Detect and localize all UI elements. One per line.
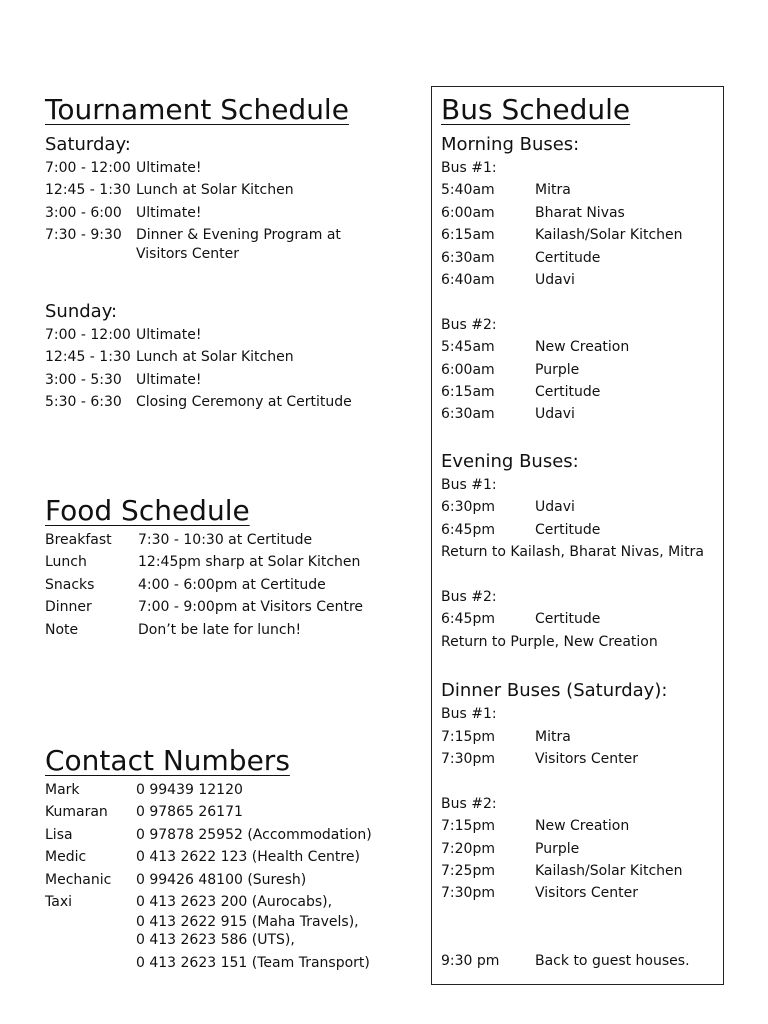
contacts-section — [45, 744, 425, 977]
bus-stop-row: 6:30am Udavi — [441, 406, 575, 423]
final-bus-row: 9:30 pm Back to guest houses. — [441, 952, 690, 969]
bus-title: Bus Schedule — [441, 93, 631, 126]
schedule-row-continued: Visitors Center — [136, 245, 240, 262]
contact-row-continued: 0 413 2623 151 (Team Transport) — [136, 955, 370, 972]
bus-stop-row: 6:00am Purple — [441, 361, 580, 378]
bus-stop-row: 6:15am Certitude — [441, 384, 601, 401]
contact-row: Kumaran 0 97865 26171 — [45, 804, 243, 821]
bus-stop-row: 6:45pm Certitude — [441, 521, 601, 538]
bus-stop-row: 7:15pm Mitra — [441, 728, 571, 745]
morning-buses-label: Morning Buses: — [441, 134, 580, 155]
food-section — [45, 494, 425, 641]
bus-stop-row: 6:30am Certitude — [441, 249, 601, 266]
schedule-row: 12:45 - 1:30 Lunch at Solar Kitchen — [45, 182, 294, 199]
food-row: Lunch 12:45pm sharp at Solar Kitchen — [45, 554, 361, 571]
contact-row: Mark 0 99439 12120 — [45, 782, 243, 798]
bus-stop-row: 6:15am Kailash/Solar Kitchen — [441, 227, 683, 244]
contact-row: Lisa 0 97878 25952 (Accommodation) — [45, 826, 372, 843]
bus-schedule-box — [431, 86, 724, 985]
bus-return-note: Return to Purple, New Creation — [441, 633, 658, 650]
sunday-label: Sunday: — [45, 301, 118, 322]
schedule-row: 3:00 - 5:30 Ultimate! — [45, 371, 202, 388]
schedule-row: 5:30 - 6:30 Closing Ceremony at Certitude — [45, 394, 352, 411]
bus-stop-row: 6:00am Bharat Nivas — [441, 204, 625, 221]
food-row: Breakfast 7:30 - 10:30 at Certitude — [45, 532, 313, 548]
bus-label: Bus #2: — [441, 795, 497, 812]
bus-stop-row: 7:30pm Visitors Center — [441, 885, 639, 902]
bus-stop-row: 7:15pm New Creation — [441, 818, 630, 835]
bus-label: Bus #1: — [441, 476, 497, 493]
bus-stop-row: 5:40am Mitra — [441, 182, 571, 199]
contacts-title: Contact Numbers — [45, 744, 290, 777]
bus-stop-row: 7:30pm Visitors Center — [441, 750, 639, 767]
bus-stop-row: 6:45pm Certitude — [441, 611, 601, 628]
tournament-title: Tournament Schedule — [45, 93, 349, 126]
food-row: Dinner 7:00 - 9:00pm at Visitors Centre — [45, 599, 364, 616]
tournament-section — [45, 93, 425, 262]
schedule-row: 7:30 - 9:30 Dinner & Evening Program at — [45, 227, 341, 244]
sunday-section — [45, 300, 425, 414]
contact-row-continued: 0 413 2622 915 (Maha Travels), — [136, 914, 359, 931]
bus-label: Bus #2: — [441, 588, 497, 605]
dinner-buses-label: Dinner Buses (Saturday): — [441, 680, 668, 702]
bus-stop-row: 6:30pm Udavi — [441, 499, 575, 516]
contact-row: Mechanic 0 99426 48100 (Suresh) — [45, 871, 307, 888]
schedule-row: 12:45 - 1:30 Lunch at Solar Kitchen — [45, 349, 294, 366]
schedule-row: 3:00 - 6:00 Ultimate! — [45, 204, 202, 221]
bus-stop-row: 6:40am Udavi — [441, 272, 575, 289]
food-row: Note Don’t be late for lunch! — [45, 621, 302, 638]
schedule-row: 7:00 - 12:00 Ultimate! — [45, 327, 202, 343]
bus-label: Bus #1: — [441, 160, 497, 176]
schedule-row: 7:00 - 12:00 Ultimate! — [45, 160, 202, 176]
saturday-label: Saturday: — [45, 134, 131, 155]
bus-stop-row: 7:20pm Purple — [441, 840, 580, 857]
food-title: Food Schedule — [45, 494, 250, 527]
contact-row: Medic 0 413 2622 123 (Health Centre) — [45, 849, 360, 866]
contact-row: Taxi 0 413 2623 200 (Aurocabs), — [45, 894, 333, 911]
food-row: Snacks 4:00 - 6:00pm at Certitude — [45, 576, 326, 593]
bus-stop-row: 5:45am New Creation — [441, 339, 630, 356]
bus-label: Bus #2: — [441, 316, 497, 333]
evening-buses-label: Evening Buses: — [441, 450, 579, 472]
bus-stop-row: 7:25pm Kailash/Solar Kitchen — [441, 862, 683, 879]
bus-return-note: Return to Kailash, Bharat Nivas, Mitra — [441, 544, 704, 561]
contact-row-continued: 0 413 2623 586 (UTS), — [136, 932, 295, 949]
bus-label: Bus #1: — [441, 706, 497, 723]
